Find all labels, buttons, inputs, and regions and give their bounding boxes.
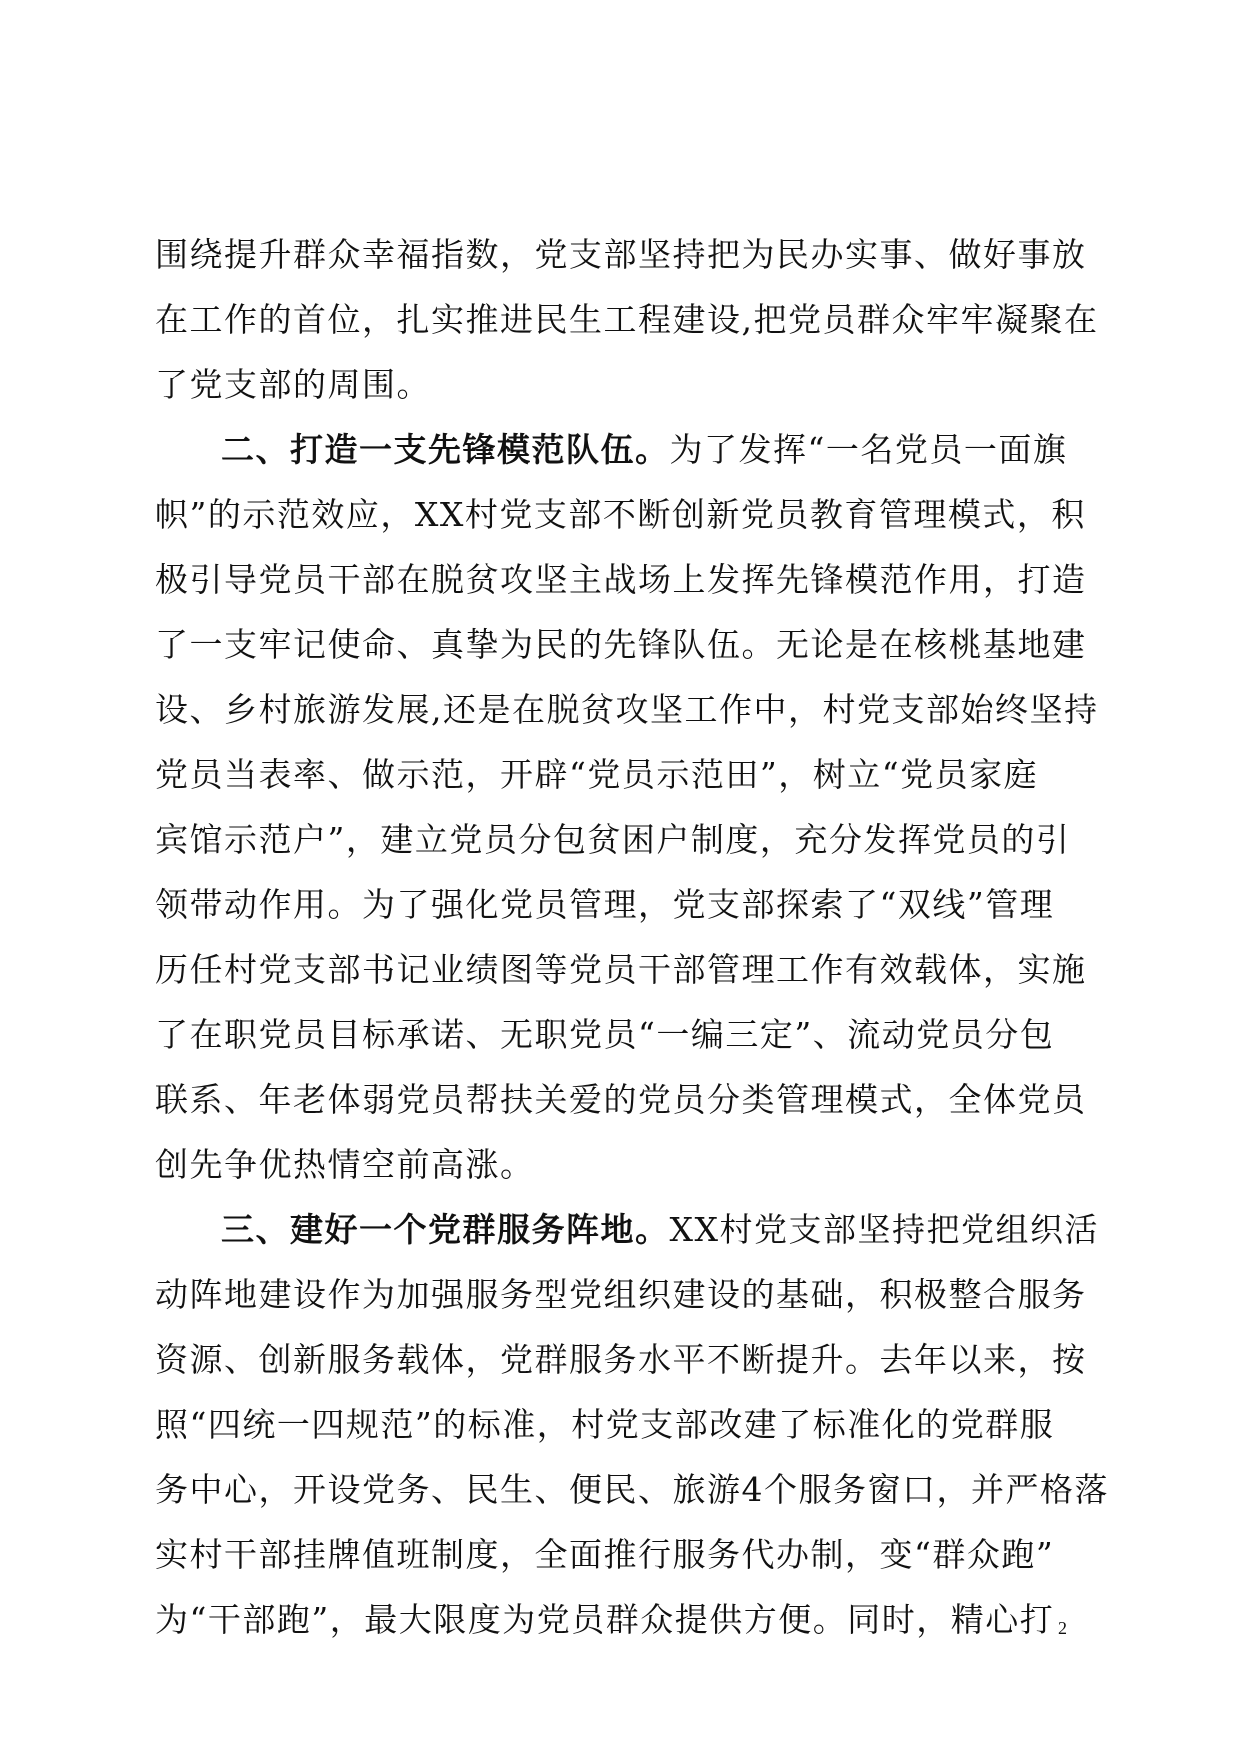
paragraph-2-line-11: 联系、年老体弱党员帮扶关爱的党员分类管理模式，全体党员 bbox=[155, 1080, 1087, 1119]
paragraph-3-line-4: 照“四统一四规范”的标准，村党支部改建了标准化的党群服 bbox=[155, 1405, 1055, 1444]
paragraph-2-line-9: 历任村党支部书记业绩图等党员干部管理工作有效载体，实施 bbox=[155, 950, 1087, 989]
paragraph-2-line-4: 了一支牢记使命、真挚为民的先锋队伍。无论是在核桃基地建 bbox=[155, 625, 1087, 664]
paragraph-3-line-7: 为“干部跑”，最大限度为党员群众提供方便。同时，精心打 bbox=[155, 1600, 1055, 1639]
paragraph-3-line-6: 实村干部挂牌值班制度，全面推行服务代办制，变“群众跑” bbox=[155, 1535, 1055, 1574]
paragraph-2-first-line-text: 为了发挥“一名党员一面旗 bbox=[669, 430, 1068, 469]
paragraph-1-line-1: 围绕提升群众幸福指数，党支部坚持把为民办实事、做好事放 bbox=[155, 235, 1087, 274]
paragraph-1-line-3: 了党支部的周围。 bbox=[155, 365, 431, 404]
paragraph-3-line-2: 动阵地建设作为加强服务型党组织建设的基础，积极整合服务 bbox=[155, 1275, 1087, 1314]
paragraph-2-line-6: 党员当表率、做示范，开辟“党员示范田”，树立“党员家庭 bbox=[155, 755, 1039, 794]
page-number: 2 bbox=[1058, 1618, 1067, 1638]
paragraph-3-line-5: 务中心，开设党务、民生、便民、旅游4个服务窗口，并严格落 bbox=[155, 1470, 1109, 1509]
paragraph-1-line-2: 在工作的首位，扎实推进民生工程建设,把党员群众牢牢凝聚在 bbox=[155, 300, 1099, 339]
section-heading-3: 三、建好一个党群服务阵地。 bbox=[221, 1210, 670, 1249]
paragraph-2-line-1 bbox=[155, 417, 1095, 482]
document-body bbox=[155, 222, 1109, 1652]
section-heading-2: 二、打造一支先锋模范队伍。 bbox=[221, 430, 670, 469]
paragraph-2-line-3: 极引导党员干部在脱贫攻坚主战场上发挥先锋模范作用，打造 bbox=[155, 560, 1087, 599]
paragraph-2-line-7: 宾馆示范户”，建立党员分包贫困户制度，充分发挥党员的引 bbox=[155, 820, 1071, 859]
paragraph-3-first-line-text: XX村党支部坚持把党组织活 bbox=[669, 1210, 1099, 1249]
paragraph-3-line-3: 资源、创新服务载体，党群服务水平不断提升。去年以来，按 bbox=[155, 1340, 1087, 1379]
paragraph-2-line-12: 创先争优热情空前高涨。 bbox=[155, 1145, 535, 1184]
paragraph-3-line-1 bbox=[155, 1197, 1099, 1262]
paragraph-2-line-8: 领带动作用。为了强化党员管理，党支部探索了“双线”管理 bbox=[155, 885, 1055, 924]
paragraph-2-line-10: 了在职党员目标承诺、无职党员“一编三定”、流动党员分包 bbox=[155, 1015, 1055, 1054]
paragraph-2-line-2: 帜”的示范效应，XX村党支部不断创新党员教育管理模式，积 bbox=[155, 495, 1086, 534]
paragraph-2-line-5: 设、乡村旅游发展,还是在脱贫攻坚工作中，村党支部始终坚持 bbox=[155, 690, 1099, 729]
